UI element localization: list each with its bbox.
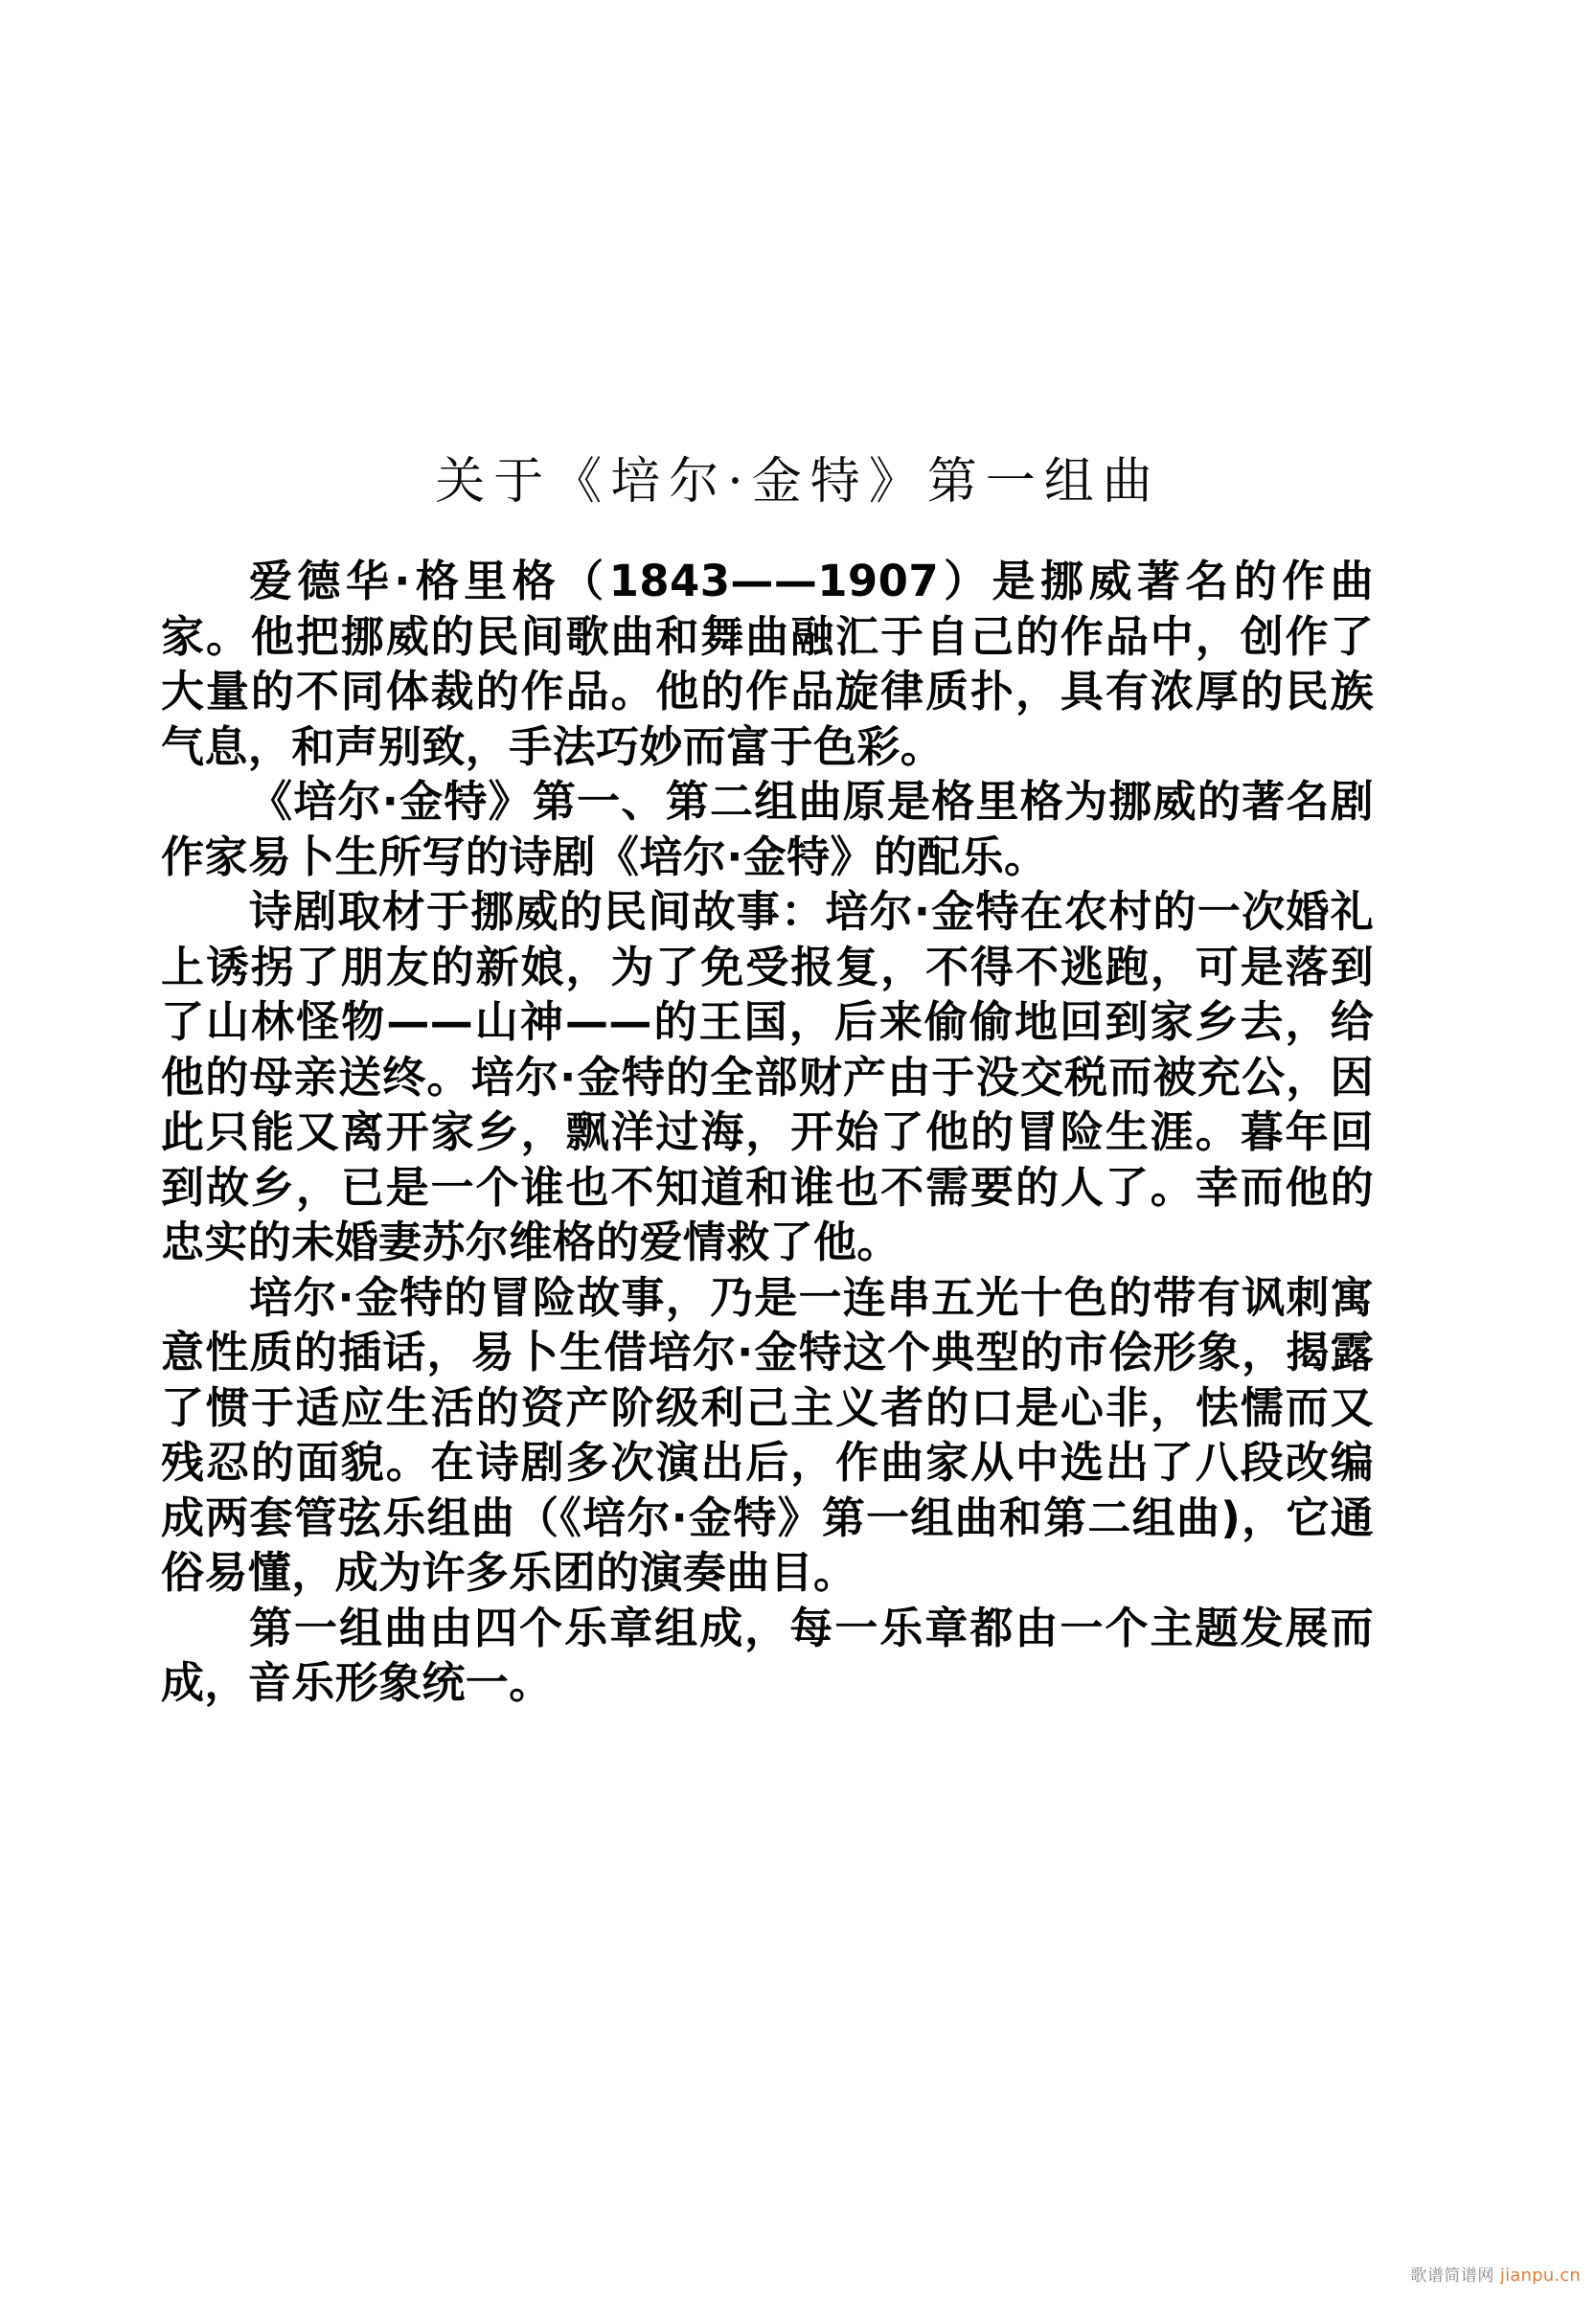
page-title: 关于《培尔·金特》第一组曲 [435, 452, 1161, 511]
paragraph-4: 培尔·金特的冒险故事，乃是一连串五光十色的带有讽刺寓意性质的插话，易卜生借培尔·金特这个典型的市侩形象，揭露了惯于适应生活的资产阶级利己主义者的口是心非，怯懦而又残忍的面貌。在诗剧多次演出后，作曲家从中选出了八段改编成两套管弦乐组曲（《培尔·金特》第一组曲和第二组曲)，它通俗易懂，成为许多乐团的演奏曲目。 [161, 1271, 1374, 1598]
watermark-chinese-label: 歌谱简谱网 [1410, 2266, 1494, 2286]
paragraph-5: 第一组曲由四个乐章组成，每一乐章都由一个主题发展而成，音乐形象统一。 [161, 1602, 1374, 1708]
paragraph-3: 诗剧取材于挪威的民间故事：培尔·金特在农村的一次婚礼上诱拐了朋友的新娘，为了免受报复，不得不逃跑，可是落到了山林怪物——山神——的王国，后来偷偷地回到家乡去，给他的母亲送终。培尔·金特的全部财产由于没交税而被充公，因此只能又离开家乡，飘洋过海，开始了他的冒险生涯。暮年回到故乡，已是一个谁也不知道和谁也不需要的人了。幸而他的忠实的未婚妻苏尔维格的爱情救了他。 [161, 886, 1374, 1267]
paragraph-2: 《培尔·金特》第一、第二组曲原是格里格为挪威的著名剧作家易卜生所写的诗剧《培尔·金特》的配乐。 [161, 776, 1374, 882]
paragraph-1: 爱德华·格里格（1843——1907）是挪威著名的作曲家。他把挪威的民间歌曲和舞曲融汇于自己的作品中，创作了大量的不同体裁的作品。他的作品旋律质扑，具有浓厚的民族气息，和声别致，手法巧妙而富于色彩。 [161, 556, 1374, 772]
article-body [161, 554, 1374, 1711]
site-watermark [1410, 2262, 1581, 2286]
watermark-domain-label: jianpu.cn [1499, 2265, 1581, 2286]
